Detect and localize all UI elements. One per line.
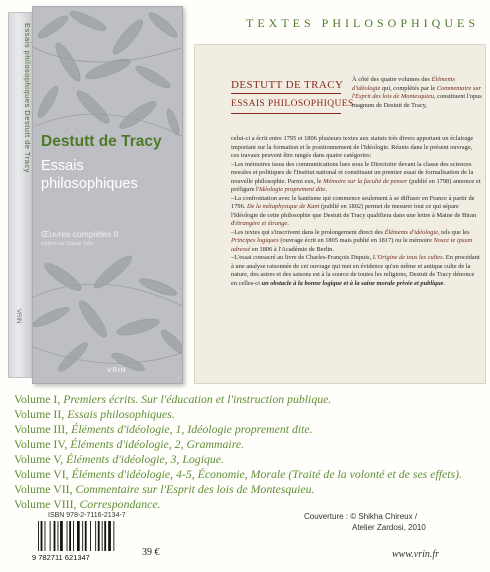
isbn-text: ISBN 978-2-7116-2134-7 <box>48 512 126 519</box>
rule-divider <box>231 93 341 94</box>
list-item: Volume VII, Commentaire sur l'Esprit des lois de Montesquieu. <box>14 482 315 496</box>
spine-title: Essais philosophiques Destutt de Tracy <box>23 23 32 173</box>
intro-text: À côté des quatre volumes des Éléments d'idéologie qui, complétés par le Commentaire sur l'Esprit des lois de Montesquieu, constituent l'opus magnum de Destutt de Tracy, <box>352 76 482 109</box>
list-item: Volume IV, Éléments d'idéologie, 2, Grammaire. <box>14 437 245 451</box>
description-panel <box>194 44 486 384</box>
cover-credit: Couverture : © Shikha Chireux / <box>304 512 418 521</box>
series-header: TEXTES PHILOSOPHIQUES <box>246 16 480 30</box>
cover-editor: édition par Claude Jolly <box>41 241 93 247</box>
rule-divider <box>231 113 341 114</box>
olive-leaves-pattern <box>33 7 183 384</box>
list-item: Volume III, Éléments d'idéologie, 1, Idéologie proprement dite. <box>14 422 313 436</box>
cover-author: Destutt de Tracy <box>41 133 162 150</box>
barcode-number: 9 782711 621347 <box>32 553 90 561</box>
price: 39 € <box>142 547 160 558</box>
paragraph: –Les textes qui s'inscrivent dans le prolongement direct des Éléments d'idéologie, tels que les Principes logiques (ouvrage écrit en 1805 mais publié en 1817) ou le mémoire Nosce te ipsum adressé en 1806 à l'Académie de Berlin. <box>231 228 473 253</box>
list-item: Volume II, Essais philosophiques. <box>14 407 175 421</box>
paragraph: celui-ci a écrit entre 1795 et 1806 plusieurs textes aux statuts très divers apportant un éclairage important sur la formation et le positionnement de l'Idéologie. Réunis dans le présent ouvrage, ces travaux peuvent être rangés dans quatre catégories: <box>231 135 474 159</box>
paragraph: –L'essai consacré au livre de Charles-François Dupuis, L'Origine de tous les cultes. En procédant à une analyse raisonnée de cet ouvrage qui met en évidence qu'un même et antique culte de la nature, des astres et des saisons est à la source de toutes les religions, Destutt de Tracy dénonce en celles-ci un obstacle à la bonne logique et à la saine morale privée et publique. <box>231 254 480 287</box>
paragraph: –La confrontation avec le kantisme qui commence seulement à se diffuser en France à partir de 1796. De la métaphysique de Kant (publié en 1802) permet de mesurer tout ce qui sépare l'Idéologie de cette philosophie que Destutt de Tracy qualifiera dans une lettre à Maine de Biran d'étrangère et étrange. <box>231 194 477 227</box>
cover-series: Œuvres complètes II <box>41 229 119 239</box>
cover-title: Essais philosophiques <box>41 158 138 192</box>
volumes-list <box>14 392 484 512</box>
cover-credit-2: Atelier Zardosi, 2010 <box>352 523 426 532</box>
list-item: Volume V, Éléments d'idéologie, 3, Logique. <box>14 452 224 466</box>
publisher-website[interactable]: www.vrin.fr <box>392 549 440 560</box>
book-front-cover <box>32 6 183 384</box>
cover-publisher: VRIN <box>107 367 127 374</box>
list-item: Volume VI, Éléments d'idéologie, 4-5, Économie, Morale (Traité de la volonté et de ses effets). <box>14 467 462 481</box>
paragraph: –Les mémoires issus des communications lues sous le Directoire devant la classe des sciences morales et politiques de l'Institut national et constituant un premier essai de formalisation de la nouvelle philosophie. Parmi eux, le Mémoire sur la faculté de penser (publié en 1798) annonce et préfigure l'Idéologie proprement dite. <box>231 160 481 193</box>
book-spine <box>8 12 34 378</box>
barcode <box>32 521 128 561</box>
list-item: Volume I, Premiers écrits. Sur l'éducation et l'instruction publique. <box>14 392 332 406</box>
list-item: Volume VIII, Correspondance. <box>14 497 161 511</box>
book-cover-image <box>8 6 183 384</box>
panel-title: ESSAIS PHILOSOPHIQUES <box>231 99 354 109</box>
spine-publisher: VRIN <box>15 309 21 324</box>
description-body <box>231 135 481 288</box>
panel-author: DESTUTT DE TRACY <box>231 79 344 91</box>
